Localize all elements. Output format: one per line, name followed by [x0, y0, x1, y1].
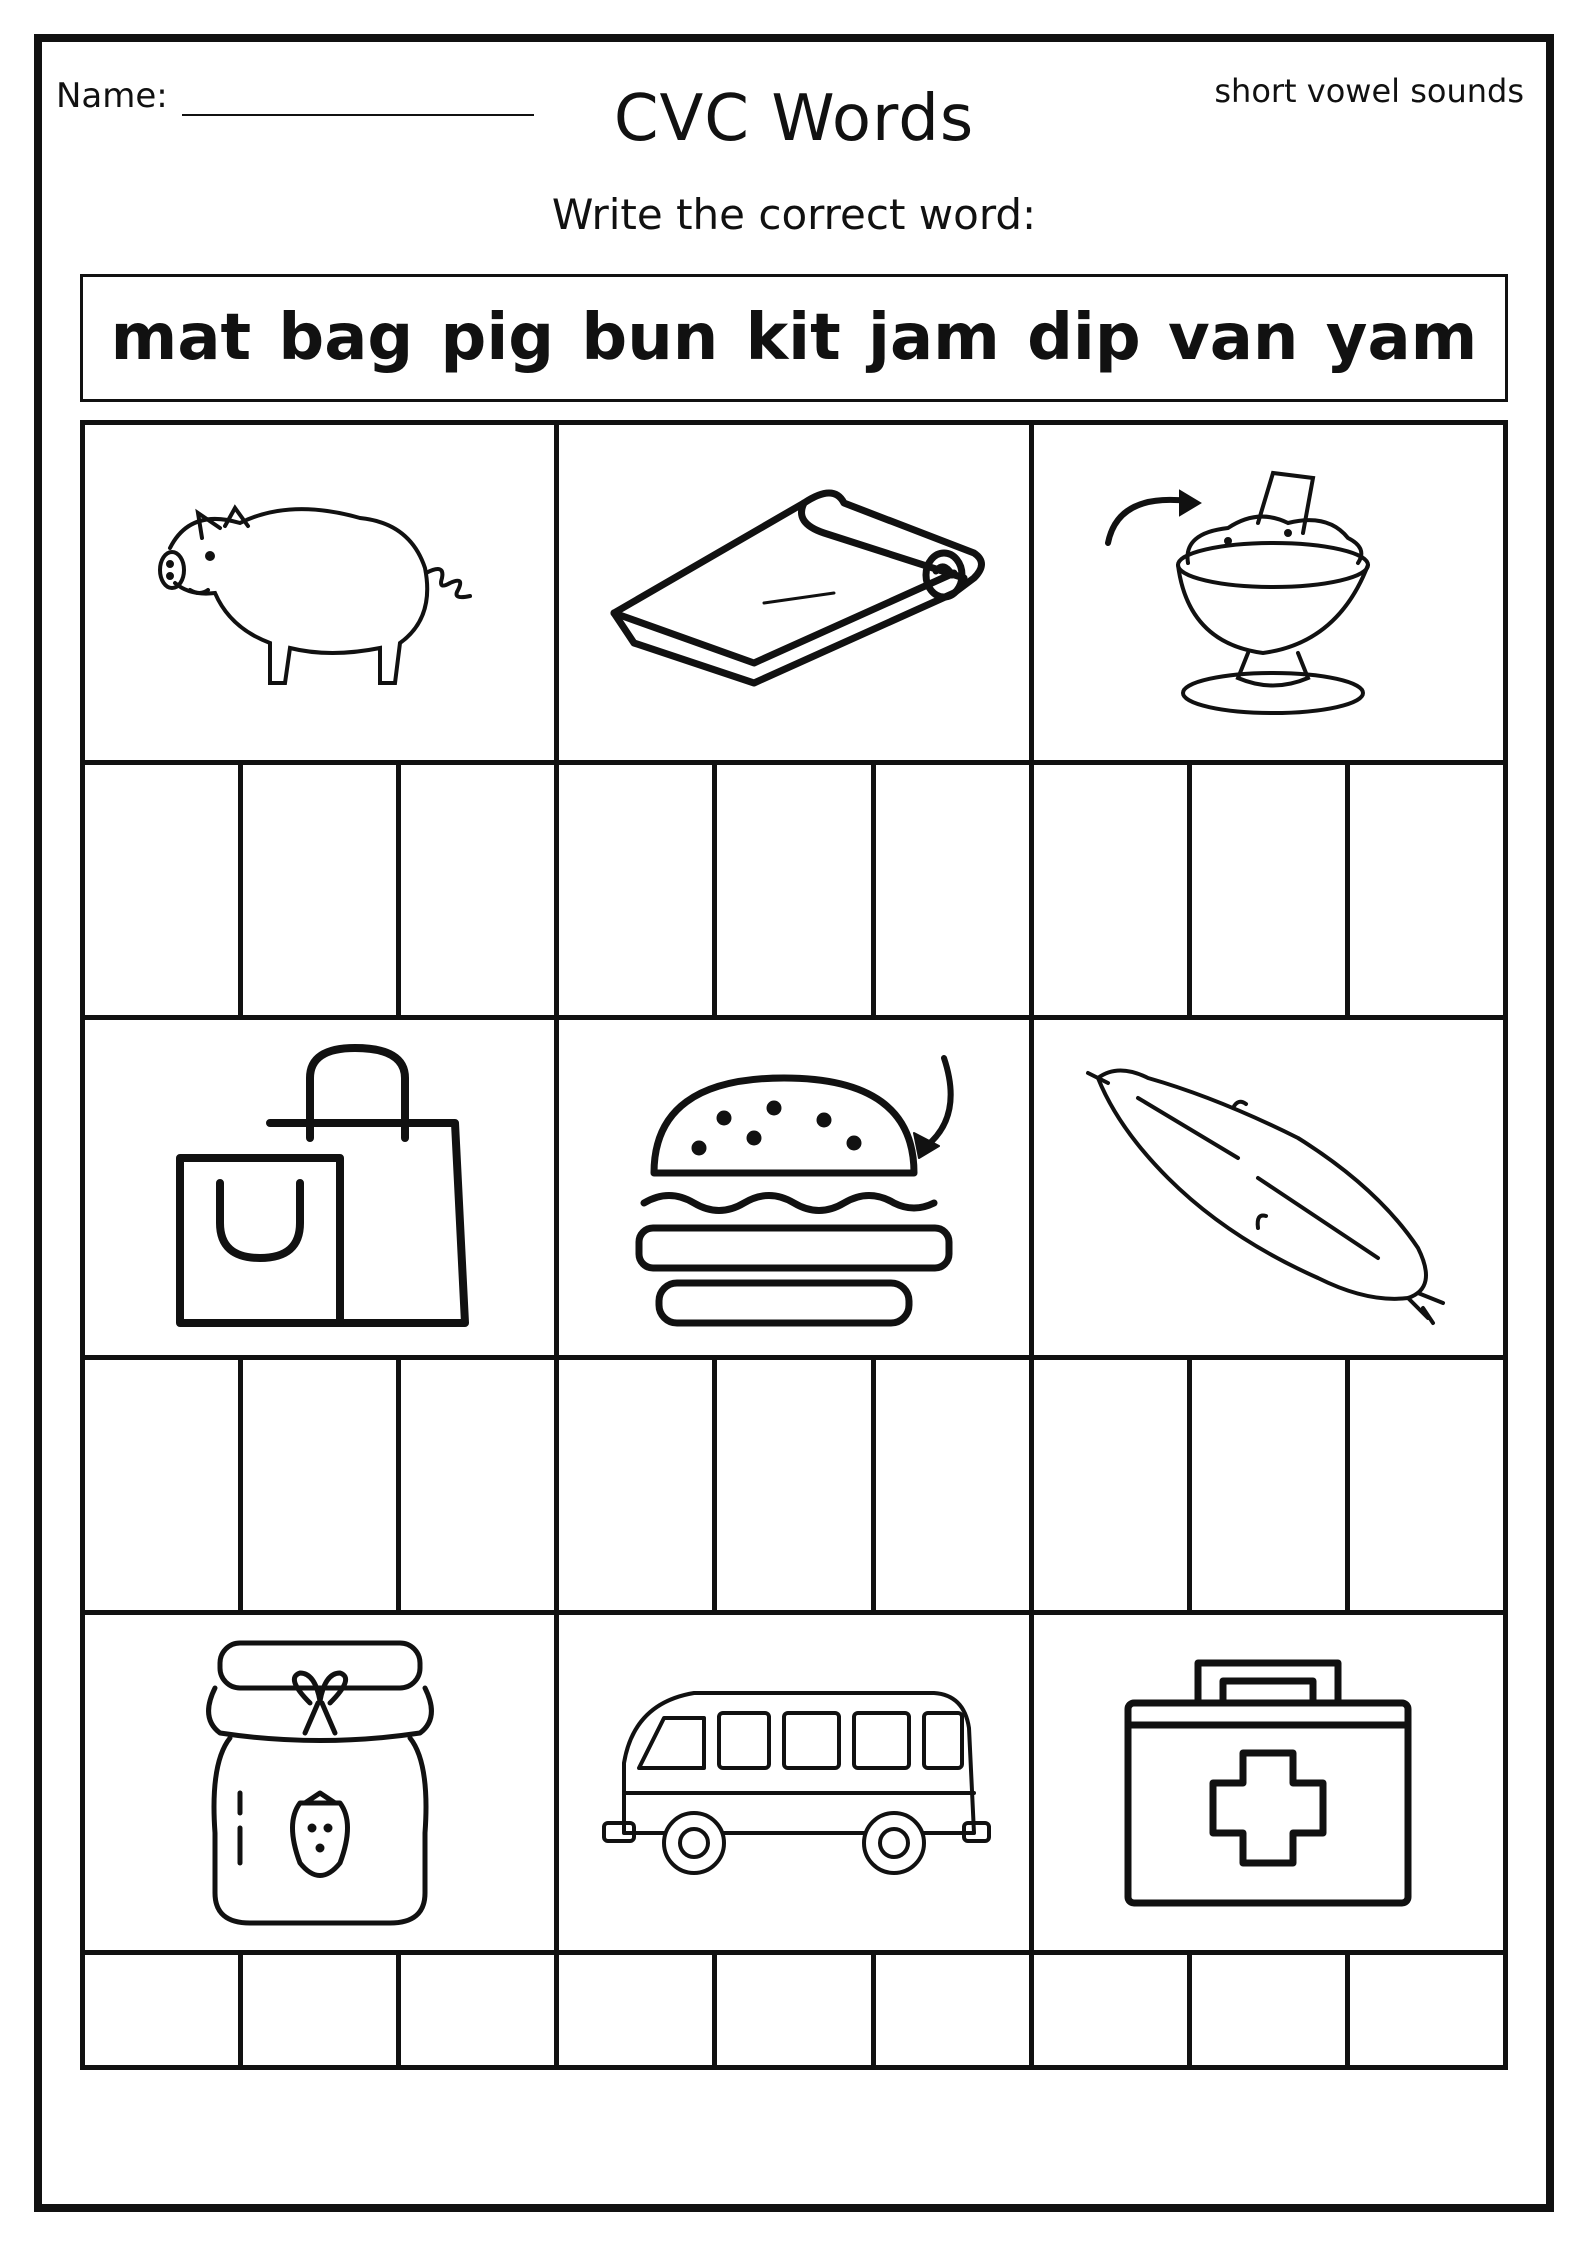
word-bank-item: mat [110, 301, 252, 375]
rolled-mat-icon [594, 463, 994, 723]
burger-bun-icon [614, 1038, 974, 1338]
letter-box[interactable] [871, 1360, 1029, 1610]
worksheet-grid [80, 420, 1508, 2070]
letter-box[interactable] [238, 765, 396, 1015]
word-bank-item: bun [581, 301, 719, 375]
word-bank-item: dip [1027, 301, 1141, 375]
letter-box[interactable] [871, 1955, 1029, 2065]
word-bank-item: pig [440, 301, 555, 375]
letter-box[interactable] [1029, 1360, 1187, 1610]
word-bank-item: jam [868, 301, 1000, 375]
letter-box[interactable] [1345, 1955, 1503, 2065]
letter-box[interactable] [554, 1955, 712, 2065]
picture-cell [85, 1020, 554, 1355]
picture-cell [1029, 1615, 1503, 1950]
word-bank [80, 274, 1508, 402]
word-bank-item: bag [278, 301, 414, 375]
letter-box[interactable] [396, 1955, 554, 2065]
letter-box[interactable] [396, 1360, 554, 1610]
letter-box[interactable] [1187, 1360, 1345, 1610]
dip-bowl-icon [1088, 453, 1448, 733]
first-aid-kit-icon [1118, 1643, 1418, 1923]
answer-row [85, 765, 1503, 1015]
picture-row [85, 1020, 1503, 1355]
letter-box[interactable] [871, 765, 1029, 1015]
pig-icon [130, 478, 510, 708]
letter-box[interactable] [238, 1360, 396, 1610]
letter-box[interactable] [1187, 1955, 1345, 2065]
picture-cell [85, 425, 554, 760]
word-bank-item: kit [745, 301, 841, 375]
letter-box[interactable] [85, 1360, 238, 1610]
picture-cell [554, 425, 1028, 760]
jam-jar-icon [190, 1633, 450, 1933]
answer-row [85, 1360, 1503, 1610]
picture-cell [1029, 1020, 1503, 1355]
letter-box[interactable] [85, 765, 238, 1015]
letter-box[interactable] [554, 765, 712, 1015]
picture-row [85, 1615, 1503, 1950]
letter-box[interactable] [554, 1360, 712, 1610]
shopping-bags-icon [170, 1038, 470, 1338]
picture-row [85, 425, 1503, 760]
letter-box[interactable] [712, 1360, 870, 1610]
topic-label: short vowel sounds [1214, 72, 1524, 110]
word-bank-item: yam [1325, 301, 1478, 375]
yam-icon [1078, 1048, 1458, 1328]
name-label: Name: [56, 76, 168, 116]
picture-cell [1029, 425, 1503, 760]
answer-row [85, 1955, 1503, 2065]
letter-box[interactable] [1345, 765, 1503, 1015]
van-icon [594, 1673, 994, 1893]
instruction-text: Write the correct word: [551, 190, 1037, 239]
word-bank-item: van [1167, 301, 1299, 375]
letter-box[interactable] [238, 1955, 396, 2065]
letter-box[interactable] [1029, 765, 1187, 1015]
letter-box[interactable] [396, 765, 554, 1015]
letter-box[interactable] [712, 765, 870, 1015]
letter-box[interactable] [712, 1955, 870, 2065]
letter-box[interactable] [1029, 1955, 1187, 2065]
letter-box[interactable] [1187, 765, 1345, 1015]
letter-box[interactable] [85, 1955, 238, 2065]
picture-cell [554, 1020, 1028, 1355]
picture-cell [554, 1615, 1028, 1950]
picture-cell [85, 1615, 554, 1950]
page-title: CVC Words [613, 82, 975, 156]
letter-box[interactable] [1345, 1360, 1503, 1610]
